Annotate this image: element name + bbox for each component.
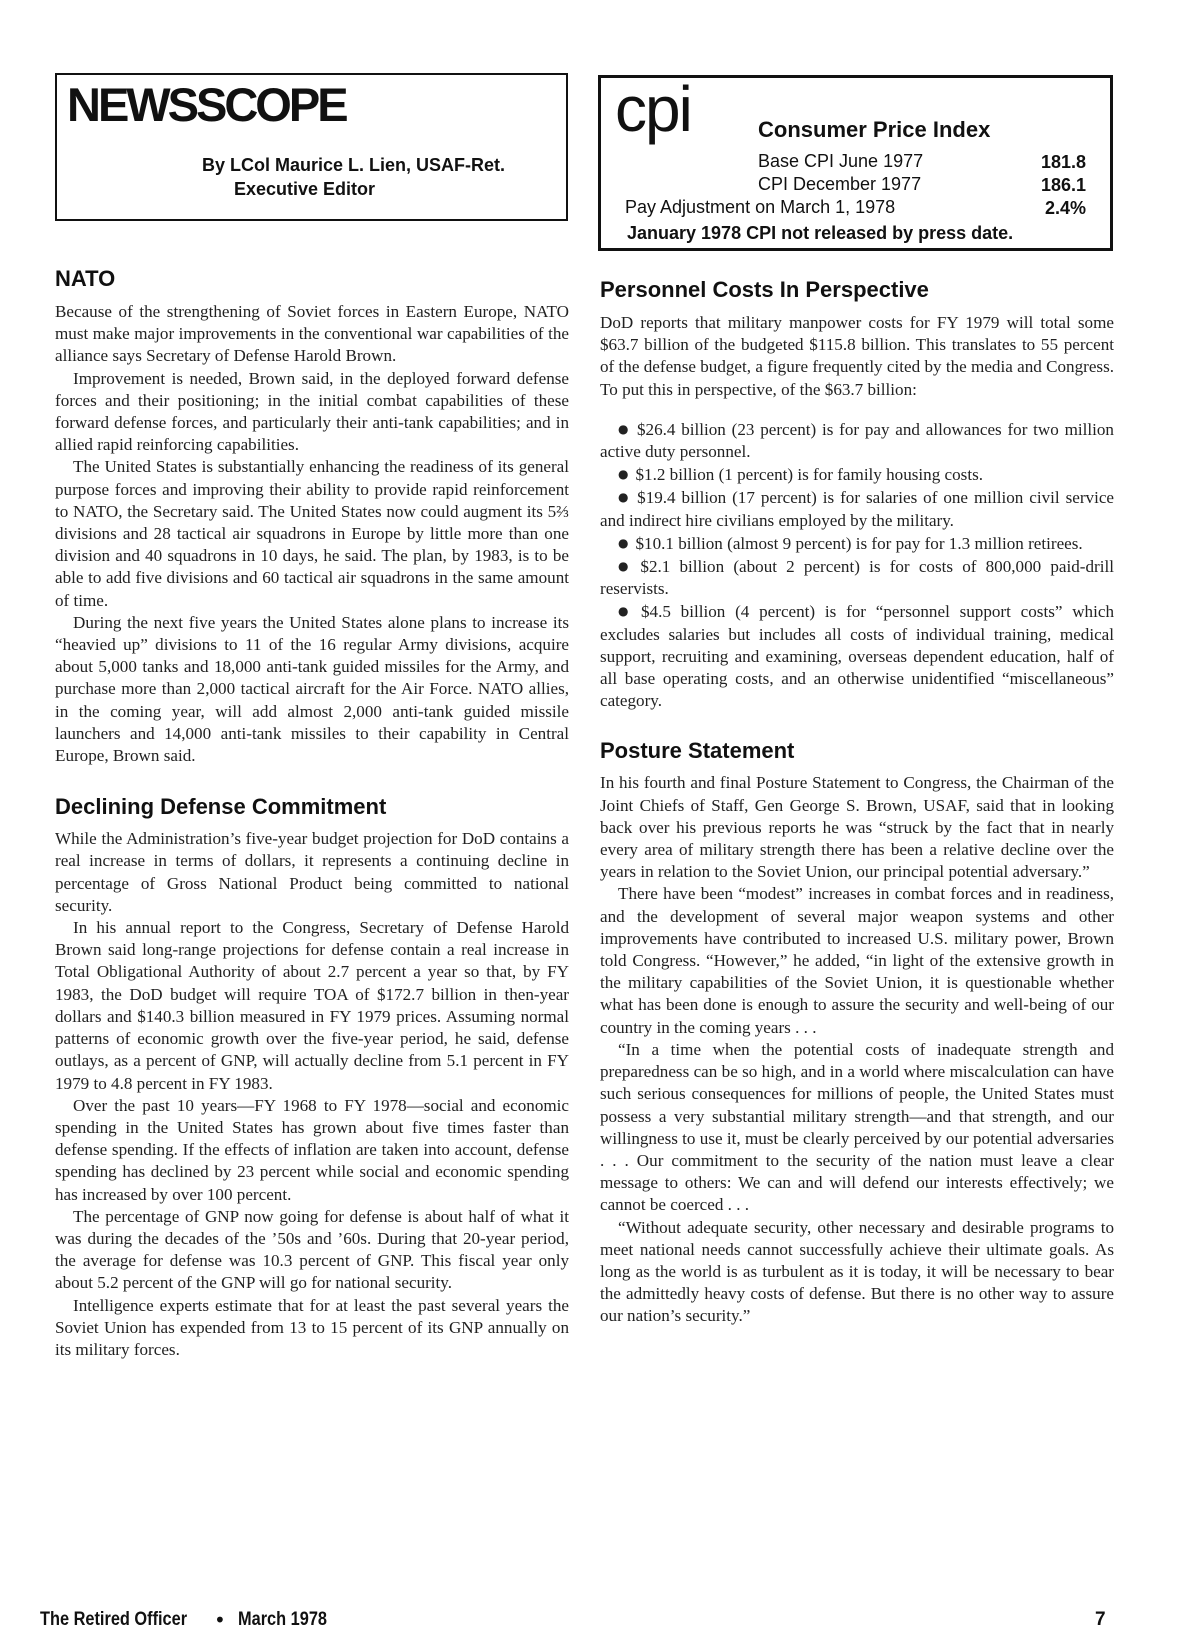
footer-date: March 1978 xyxy=(238,1609,328,1630)
bullet-icon: ● xyxy=(618,490,631,505)
nato-heading: NATO xyxy=(55,266,116,291)
bullet-icon: ● xyxy=(618,467,629,482)
page-number: 7 xyxy=(1095,1609,1106,1630)
cpi-row-value: 2.4% xyxy=(1044,198,1086,218)
left-column xyxy=(55,266,569,1361)
paragraph: In his annual report to the Congress, Secretary of Defense Harold Brown said long-range projections for defense contain a real increase in Total Obligational Authority of about 2.7 percent a year so that, by FY 1983, the DoD budget will require TOA of $172.7 billion in then-year dollars and $140.3 billion measured in FY 1979 prices. Assuming normal patterns of economic growth over the five-year period, he said, defense outlays, as a percent of GNP, will actually decline from 5.1 percent in FY 1979 to 4.8 percent in FY 1983. xyxy=(55,918,569,1093)
list-item xyxy=(600,486,1114,531)
posture-article xyxy=(600,772,1114,1327)
paragraph: The percentage of GNP now going for defense is about half of what it was during the decades of the ’50s and ’60s. During that 20-year period, the average for defense was 10.3 percent of GNP. This fiscal year only about 5.2 percent of the GNP will go for national security. xyxy=(55,1206,569,1293)
bullet-icon: ● xyxy=(618,604,634,619)
paragraph: Improvement is needed, Brown said, in the deployed forward defense forces and their positioning; in the initial combat capabilities of these forward defense forces, and particularly their anti-tank capabilities; and in allied rapid reinforcing capabilities. xyxy=(55,368,569,455)
list-item-text: $4.5 billion (4 percent) is for “personnel support costs” which excludes salaries but includes all costs of individual training, medical support, recruiting and examining, overseas dependent education, half of all base operating costs, and an otherwise unidentified “miscellaneous” category. xyxy=(600,602,1114,711)
list-item-text: $26.4 billion (23 percent) is for pay and allowances for two million active duty personnel. xyxy=(600,419,1114,462)
paragraph: During the next five years the United States alone plans to increase its “heavied up” divisions to 11 of the 16 regular Army divisions, acquire about 5,000 tanks and 18,000 anti-tank guided missiles for the Army, and purchase more than 2,000 tactical aircraft for the Air Force. NATO allies, in the coming year, will add almost 2,000 anti-tank guided missile launchers and 14,000 anti-tank missiles to their capability in Central Europe, Brown said. xyxy=(55,612,569,766)
posture-heading: Posture Statement xyxy=(600,738,795,764)
cpi-row-value: 181.8 xyxy=(1040,152,1086,172)
paragraph: Because of the strengthening of Soviet forces in Eastern Europe, NATO must make major improvements in the conventional war capabilities of the alliance says Secretary of Defense Harold Brown. xyxy=(55,302,569,366)
paragraph: The United States is substantially enhancing the readiness of its general purpose forces and improving their ability to provide rapid reinforcement to NATO, the Secretary said. The United States now could augment its 5⅔ divisions and 28 tactical air squadrons in Europe by little more than one division and 40 squadrons in 10 days, he said. The plan, by 1983, is to be able to add five divisions and 60 tactical air squadrons in the same amount of time. xyxy=(55,457,569,610)
paragraph: “Without adequate security, other necessary and desirable programs to meet national needs cannot successfully achieve their ultimate goals. As long as the world is as turbulent as it is today, it will be necessary to bear the admittedly heavy costs of defense. But there is no other way to assure our nation’s security.” xyxy=(600,1217,1114,1326)
newsscope-box xyxy=(55,73,568,221)
bullet-icon: ● xyxy=(618,559,634,574)
declining-heading: Declining Defense Commitment xyxy=(55,794,387,820)
paragraph: “In a time when the potential costs of inadequate strength and preparedness can be so high, and in a world where miscalculation can have such serious consequences for millions of people, the United States must possess a very substantial military strength—and that strength, and our willingness to use it, must be clearly perceived by our potential adversaries . . . Our commitment to the security of the nation must leave a clear message to others: We can and will defend our interests effectively; we cannot be coerced . . . xyxy=(600,1039,1114,1215)
list-item xyxy=(600,532,1114,555)
cpi-row-label: Base CPI June 1977 xyxy=(758,151,924,171)
paragraph: Intelligence experts estimate that for at least the past several years the Soviet Union has expended from 13 to 15 percent of its GNP annually on its military forces. xyxy=(55,1295,569,1359)
list-item xyxy=(600,600,1114,712)
cpi-logo: cpi xyxy=(615,73,691,145)
bullet-icon: ● xyxy=(618,535,629,550)
list-item-text: $2.1 billion (about 2 percent) is for costs of 800,000 paid-drill reservists. xyxy=(600,557,1114,599)
cpi-notice: January 1978 CPI not released by press date. xyxy=(627,223,1014,243)
cpi-box xyxy=(598,75,1113,251)
right-column xyxy=(600,277,1114,1328)
cpi-row-value: 186.1 xyxy=(1040,175,1086,195)
newsscope-byline: By LCol Maurice L. Lien, USAF-Ret. xyxy=(202,155,506,175)
paragraph: Over the past 10 years—FY 1968 to FY 1978—social and economic spending in the United States has grown about five times faster than defense spending. If the effects of inflation are taken into account, defense spending has declined by 23 percent while social and economic spending has increased by over 100 percent. xyxy=(55,1095,569,1204)
personnel-heading: Personnel Costs In Perspective xyxy=(600,277,929,302)
list-item-text: $1.2 billion (1 percent) is for family housing costs. xyxy=(635,465,984,485)
declining-article xyxy=(55,828,569,1361)
paragraph: While the Administration’s five-year budget projection for DoD contains a real increase in terms of dollars, it represents a continuing decline in percentage of Gross National Product being committed to national security. xyxy=(55,829,569,915)
cpi-row-label: CPI December 1977 xyxy=(758,174,922,194)
newsscope-role: Executive Editor xyxy=(234,179,376,199)
list-item-text: $19.4 billion (17 percent) is for salaries of one million civil service and indirect hire civilians employed by the military. xyxy=(600,488,1114,530)
list-item xyxy=(600,555,1114,600)
list-item xyxy=(600,463,1114,486)
nato-article xyxy=(55,301,569,767)
footer xyxy=(40,1609,1120,1635)
bullet-icon: ● xyxy=(618,421,630,436)
cpi-row-label: Pay Adjustment on March 1, 1978 xyxy=(625,197,896,217)
paragraph: DoD reports that military manpower costs for FY 1979 will total some $63.7 billion of the budgeted $115.8 billion. This translates to 55 percent of the defense budget, a figure frequently cited by the media and Congress. To put this in perspective, of the $63.7 billion: xyxy=(600,313,1114,399)
footer-separator: • xyxy=(214,1608,226,1632)
cpi-title: Consumer Price Index xyxy=(758,117,991,142)
newsscope-title: NEWSSCOPE xyxy=(67,78,346,131)
footer-publication: The Retired Officer xyxy=(40,1609,188,1630)
list-item-text: $10.1 billion (almost 9 percent) is for pay for 1.3 million retirees. xyxy=(635,533,1083,553)
paragraph: There have been “modest” increases in combat forces and in readiness, and the development of several major weapon systems and other improvements have contributed to increased U.S. military power, Brown told Congress. “However,” he added, “in light of the extensive growth in the military capabilities of the Soviet Union, it is questionable whether what has been done is enough to assure the security and well-being of our country in the coming years . . . xyxy=(600,884,1114,1037)
personnel-article xyxy=(600,312,1114,712)
list-item xyxy=(600,418,1114,463)
paragraph: In his fourth and final Posture Statement to Congress, the Chairman of the Joint Chiefs of Staff, Gen George S. Brown, USAF, said that in looking back over his previous reports he was “struck by the fact that in nearly every area of military strength there has been a relative decline over the years in relation to the Soviet Union, our principal potential adversary.” xyxy=(600,773,1114,882)
